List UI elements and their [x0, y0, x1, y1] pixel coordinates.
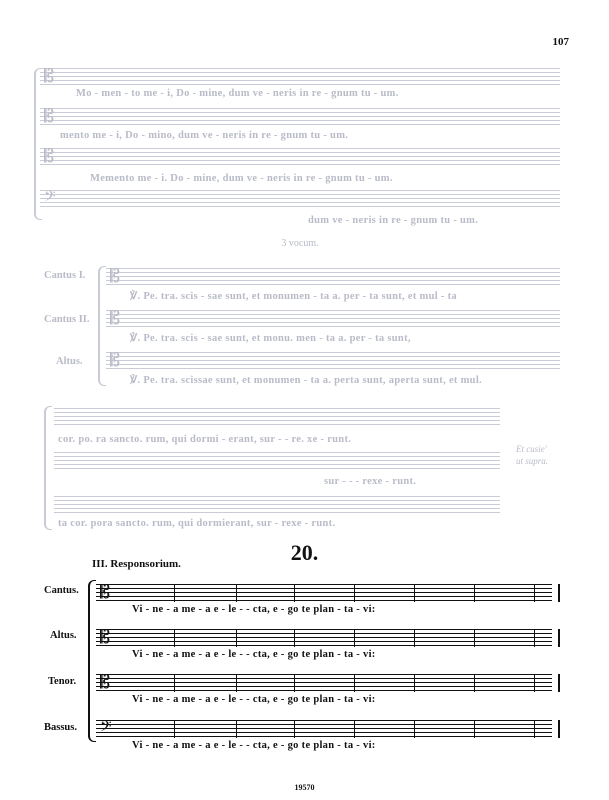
page-number: 107	[552, 36, 569, 48]
c-clef-icon: 𝄡	[110, 308, 121, 329]
lyric-line: Vi - ne - a me - a e - le - - cta, e - go te plan - ta - vi:	[132, 740, 376, 751]
lyric-line: dum ve - neris in re - gnum tu - um.	[308, 215, 479, 226]
lyric-line: ta cor. pora sancto. rum, qui dormierant, sur - rexe - runt.	[58, 518, 336, 529]
voice-label-bassus: Bassus.	[44, 722, 77, 733]
section-caption: 3 vocum.	[281, 238, 319, 249]
c-clef-icon: 𝄡	[100, 582, 111, 603]
staff-2	[54, 452, 500, 470]
c-clef-icon: 𝄡	[100, 627, 111, 648]
c-clef-icon: 𝄡	[44, 66, 55, 87]
c-clef-icon: 𝄡	[110, 266, 121, 287]
lyric-line: Vi - ne - a me - a e - le - - cta, e - go te plan - ta - vi:	[132, 694, 376, 705]
voice-label-altus: Altus.	[50, 630, 77, 641]
voice-label-cantus: Cantus.	[44, 585, 79, 596]
c-clef-icon: 𝄡	[110, 350, 121, 371]
staff-bassus	[96, 720, 552, 738]
system-brace	[44, 406, 52, 530]
staff-cantus-1	[106, 268, 560, 286]
c-clef-icon: 𝄡	[100, 672, 111, 693]
staff-cantus	[96, 584, 552, 602]
voice-label-altus: Altus.	[56, 356, 83, 367]
staff-3	[54, 496, 500, 514]
staff-3	[40, 148, 560, 166]
lyric-line: Mo - men - to me - i, Do - mine, dum ve - neris in re - gnum tu - um.	[76, 88, 399, 99]
lyric-line: Vi - ne - a me - a e - le - - cta, e - go te plan - ta - vi:	[132, 604, 376, 615]
top-system	[40, 60, 560, 230]
voice-label-tenor: Tenor.	[48, 676, 77, 687]
third-system	[40, 402, 560, 532]
voice-label-cantus-2: Cantus II.	[44, 314, 90, 325]
lyric-line: Vi - ne - a me - a e - le - - cta, e - go te plan - ta - vi:	[132, 649, 376, 660]
c-clef-icon: 𝄡	[44, 146, 55, 167]
staff-1	[54, 408, 500, 426]
lyric-line: cor. po. ra sancto. rum, qui dormi - erant, sur - - re. xe - runt.	[58, 434, 352, 445]
c-clef-icon: 𝄡	[44, 106, 55, 127]
staff-4	[40, 190, 560, 208]
lyric-line: Memento me - i. Do - mine, dum ve - neris in re - gnum tu - um.	[90, 173, 393, 184]
lyric-line: ℣. Pe. tra. scissae sunt, et monumen - ta a. perta sunt, aperta sunt, et mul.	[130, 375, 482, 386]
side-note: ut supra.	[516, 456, 549, 466]
footer-code: 19570	[294, 783, 315, 792]
side-note: Et cusie'	[516, 444, 547, 454]
staff-altus	[96, 629, 552, 647]
f-clef-icon: 𝄢	[100, 718, 112, 739]
staff-1	[40, 68, 560, 86]
staff-cantus-2	[106, 310, 560, 328]
lyric-line: sur - - - rexe - runt.	[324, 476, 417, 487]
lyric-line: mento me - i, Do - mino, dum ve - neris in re - gnum tu - um.	[60, 130, 349, 141]
piece-number: 20.	[290, 540, 319, 565]
staff-2	[40, 108, 560, 126]
system-brace	[98, 266, 106, 386]
f-clef-icon: 𝄢	[44, 188, 56, 209]
main-system	[40, 574, 560, 774]
middle-system	[40, 262, 560, 392]
staff-altus	[106, 352, 560, 370]
lyric-line: ℣. Pe. tra. scis - sae sunt, et monu. men - ta a. per - ta sunt,	[130, 333, 411, 344]
staff-tenor	[96, 674, 552, 692]
system-brace	[88, 580, 96, 742]
section-title: III. Responsorium.	[92, 558, 181, 570]
lyric-line: ℣. Pe. tra. scis - sae sunt, et monumen - ta a. per - ta sunt, et mul - ta	[130, 291, 457, 302]
voice-label-cantus-1: Cantus I.	[44, 270, 86, 281]
